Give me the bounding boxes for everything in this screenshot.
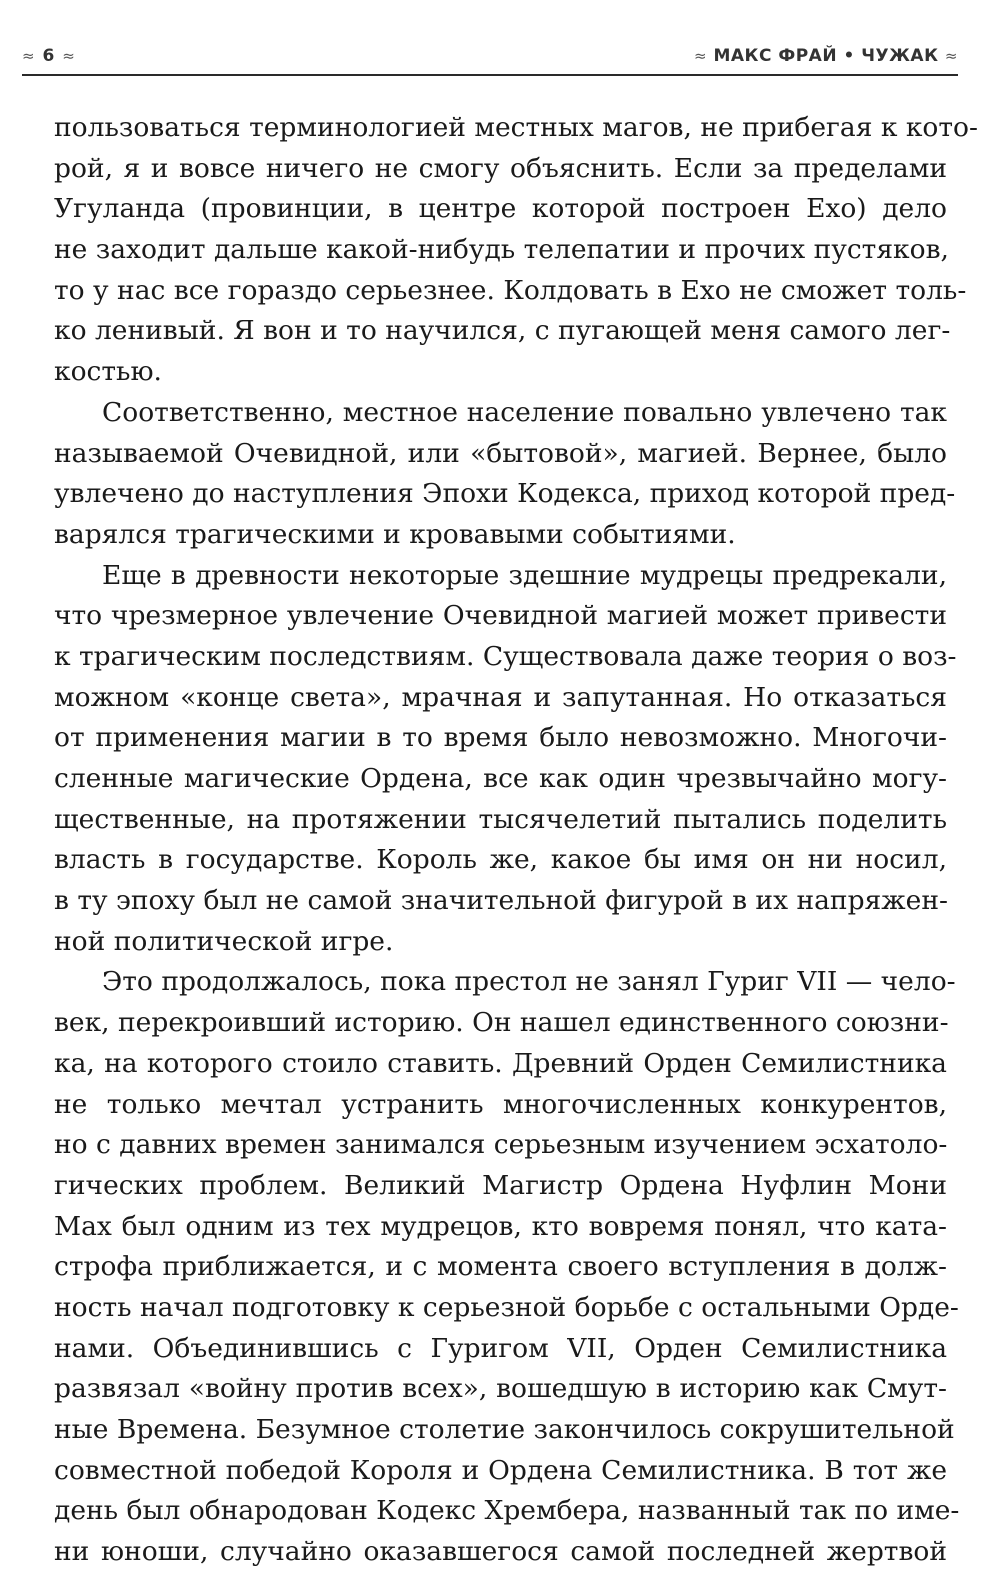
page-number-group (22, 46, 76, 66)
text-line: ни юноши, случайно оказавшегося самой последней жертвой (54, 1536, 947, 1568)
text-line: пользоваться терминологией местных магов, не прибегая к кото- (54, 112, 978, 143)
text-line: увлечено до наступления Эпохи Кодекса, приход которой пред- (54, 478, 956, 510)
text-line: гических проблем. Великий Магистр Ордена Нуфлин Мони (54, 1169, 947, 1201)
text-line: ность начал подготовку к серьезной борьбе с остальными Орде- (54, 1291, 959, 1323)
text-line: можном «конце света», мрачная и запутанная. Но отказаться (54, 681, 947, 713)
wave-ornament-icon: ≈ (62, 47, 76, 65)
text-line: развязал «войну против всех», вошедшую в историю как Смут- (54, 1373, 947, 1405)
text-line: то у нас все гораздо серьезнее. Колдовать в Ехо не сможет толь- (54, 274, 967, 306)
text-line: к трагическим последствиям. Существовала даже теория о воз- (54, 640, 957, 672)
text-line: рой, я и вовсе ничего не смогу объяснить. Если за пределами (54, 152, 947, 184)
text-line: сленные магические Ордена, все как один чрезвычайно могу- (54, 763, 947, 794)
text-line: что чрезмерное увлечение Очевидной магией может привести (54, 600, 947, 632)
text-line: в ту эпоху был не самой значительной фигурой в их напряжен- (54, 885, 948, 917)
text-line: не заходит дальше какой-нибудь телепатии и прочих пустяков, (54, 234, 949, 266)
text-line: строфа приближается, и с момента своего вступления в долж- (54, 1251, 947, 1283)
text-line: от применения магии в то время было невозможно. Многочи- (54, 722, 947, 754)
text-line: Мах был одним из тех мудрецов, кто вовремя понял, что ката- (54, 1210, 947, 1242)
wave-ornament-icon: ≈ (693, 47, 708, 65)
text-line: нами. Объединившись с Гуригом VII, Орден Семилистника (54, 1332, 947, 1364)
text-line: щественные, на протяжении тысячелетий пытались поделить (54, 803, 947, 835)
page-body-text (54, 108, 978, 1573)
text-line: варялся трагическими и кровавыми событиями. (54, 518, 736, 550)
text-line: власть в государстве. Король же, какое бы имя он ни носил, (54, 844, 947, 876)
text-line: ка, на которого стоило ставить. Древний Орден Семилистника (54, 1047, 947, 1079)
text-line: Еще в древности некоторые здешние мудрецы предрекали, (102, 559, 947, 591)
wave-ornament-icon: ≈ (22, 47, 36, 65)
page-number: 6 (42, 46, 56, 66)
text-line: совместной победой Короля и Ордена Семилистника. В тот же (54, 1454, 947, 1486)
text-line: называемой Очевидной, или «бытовой», магией. Вернее, было (54, 437, 947, 469)
running-title (694, 46, 958, 66)
text-line: Соответственно, местное население повально увлечено так (102, 396, 947, 428)
text-line: ко ленивый. Я вон и то научился, с пугающей меня самого лег- (54, 315, 951, 347)
running-header (22, 40, 958, 76)
wave-ornament-icon: ≈ (944, 47, 958, 65)
text-line: век, перекроивший историю. Он нашел единственного союзни- (54, 1007, 949, 1039)
author-name: МАКС ФРАЙ (713, 46, 838, 66)
text-line: Это продолжалось, пока престол не занял Гуриг VII — чело- (102, 966, 956, 998)
text-line: но с давних времен занимался серьезным изучением эсхатоло- (54, 1129, 948, 1161)
book-title: ЧУЖАК (861, 46, 939, 66)
text-line: Угуланда (провинции, в центре которой построен Ехо) дело (54, 193, 947, 225)
text-line: день был обнародован Кодекс Хрембера, названный так по име- (54, 1495, 960, 1527)
text-line: ной политической игре. (54, 925, 394, 957)
text-line: ные Времена. Безумное столетие закончилось сокрушительной (54, 1414, 955, 1445)
text-line: костью. (54, 356, 162, 388)
text-line: не только мечтал устранить многочисленных конкурентов, (54, 1088, 947, 1120)
bullet-separator: • (843, 46, 855, 66)
